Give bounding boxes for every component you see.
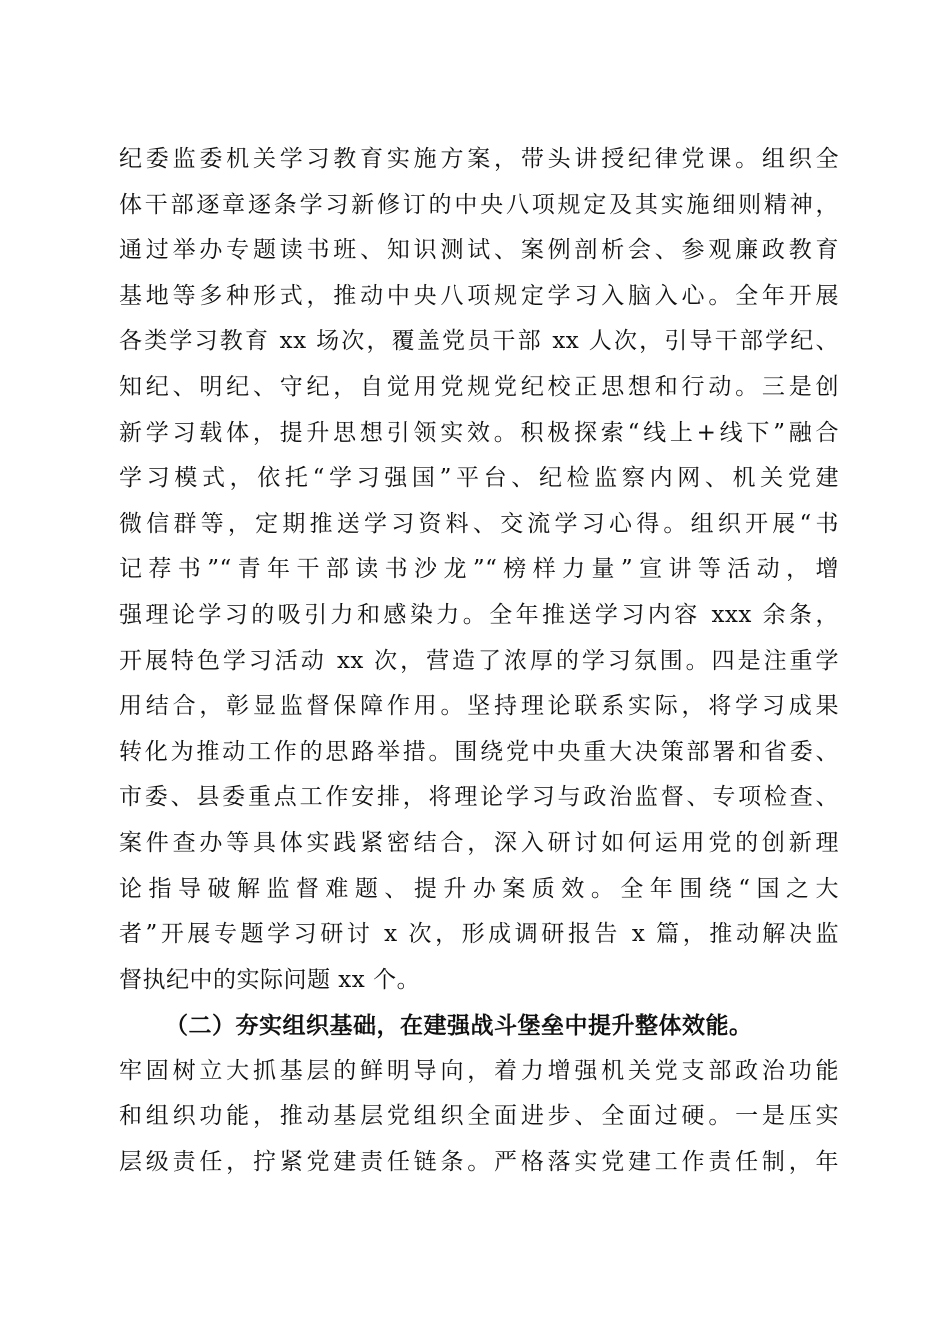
text-line: 强理论学习的吸引力和感染力。全年推送学习内容 xxx 余条，	[119, 601, 839, 628]
text-line: 通过举办专题读书班、知识测试、案例剖析会、参观廉政教育	[119, 237, 839, 264]
text-line: 督执纪中的实际问题 xx 个。	[119, 966, 421, 993]
text-line: 体干部逐章逐条学习新修订的中央八项规定及其实施细则精神，	[119, 191, 839, 218]
text-line: 牢固树立大抓基层的鲜明导向，着力增强机关党支部政治功能	[119, 1057, 839, 1084]
text-line: 微信群等，定期推送学习资料、交流学习心得。组织开展“书	[119, 510, 839, 537]
text-line: 开展特色学习活动 xx 次，营造了浓厚的学习氛围。四是注重学	[119, 647, 839, 674]
text-line: 转化为推动工作的思路举措。围绕党中央重大决策部署和省委、	[119, 738, 839, 765]
text-line: 基地等多种形式，推动中央八项规定学习入脑入心。全年开展	[119, 282, 839, 309]
body-text	[119, 137, 839, 1186]
section-heading: （二）夯实组织基础，在建强战斗堡垒中提升整体效能。	[165, 1012, 753, 1040]
text-line: 知纪、明纪、守纪，自觉用党规党纪校正思想和行动。三是创	[119, 373, 839, 400]
text-line: 记荐书”“青年干部读书沙龙”“榜样力量”宣讲等活动，增	[119, 556, 839, 583]
text-line: 市委、县委重点工作安排，将理论学习与政治监督、专项检查、	[119, 784, 839, 811]
text-line: 纪委监委机关学习教育实施方案，带头讲授纪律党课。组织全	[119, 146, 839, 172]
text-line: 论指导破解监督难题、提升办案质效。全年围绕“国之大	[119, 875, 839, 902]
text-line: 层级责任，拧紧党建责任链条。严格落实党建工作责任制，年	[119, 1149, 839, 1176]
text-line: 和组织功能，推动基层党组织全面进步、全面过硬。一是压实	[119, 1103, 839, 1130]
text-line: 用结合，彰显监督保障作用。坚持理论联系实际，将学习成果	[119, 693, 839, 720]
text-line: 者”开展专题学习研讨 x 次，形成调研报告 x 篇，推动解决监	[119, 921, 839, 948]
text-line: 案件查办等具体实践紧密结合，深入研讨如何运用党的创新理	[119, 829, 839, 856]
text-line: 各类学习教育 xx 场次，覆盖党员干部 xx 人次，引导干部学纪、	[119, 328, 839, 355]
text-line: 新学习载体，提升思想引领实效。积极探索“线上+线下”融合	[119, 419, 839, 446]
text-line: 学习模式，依托“学习强国”平台、纪检监察内网、机关党建	[119, 465, 839, 492]
